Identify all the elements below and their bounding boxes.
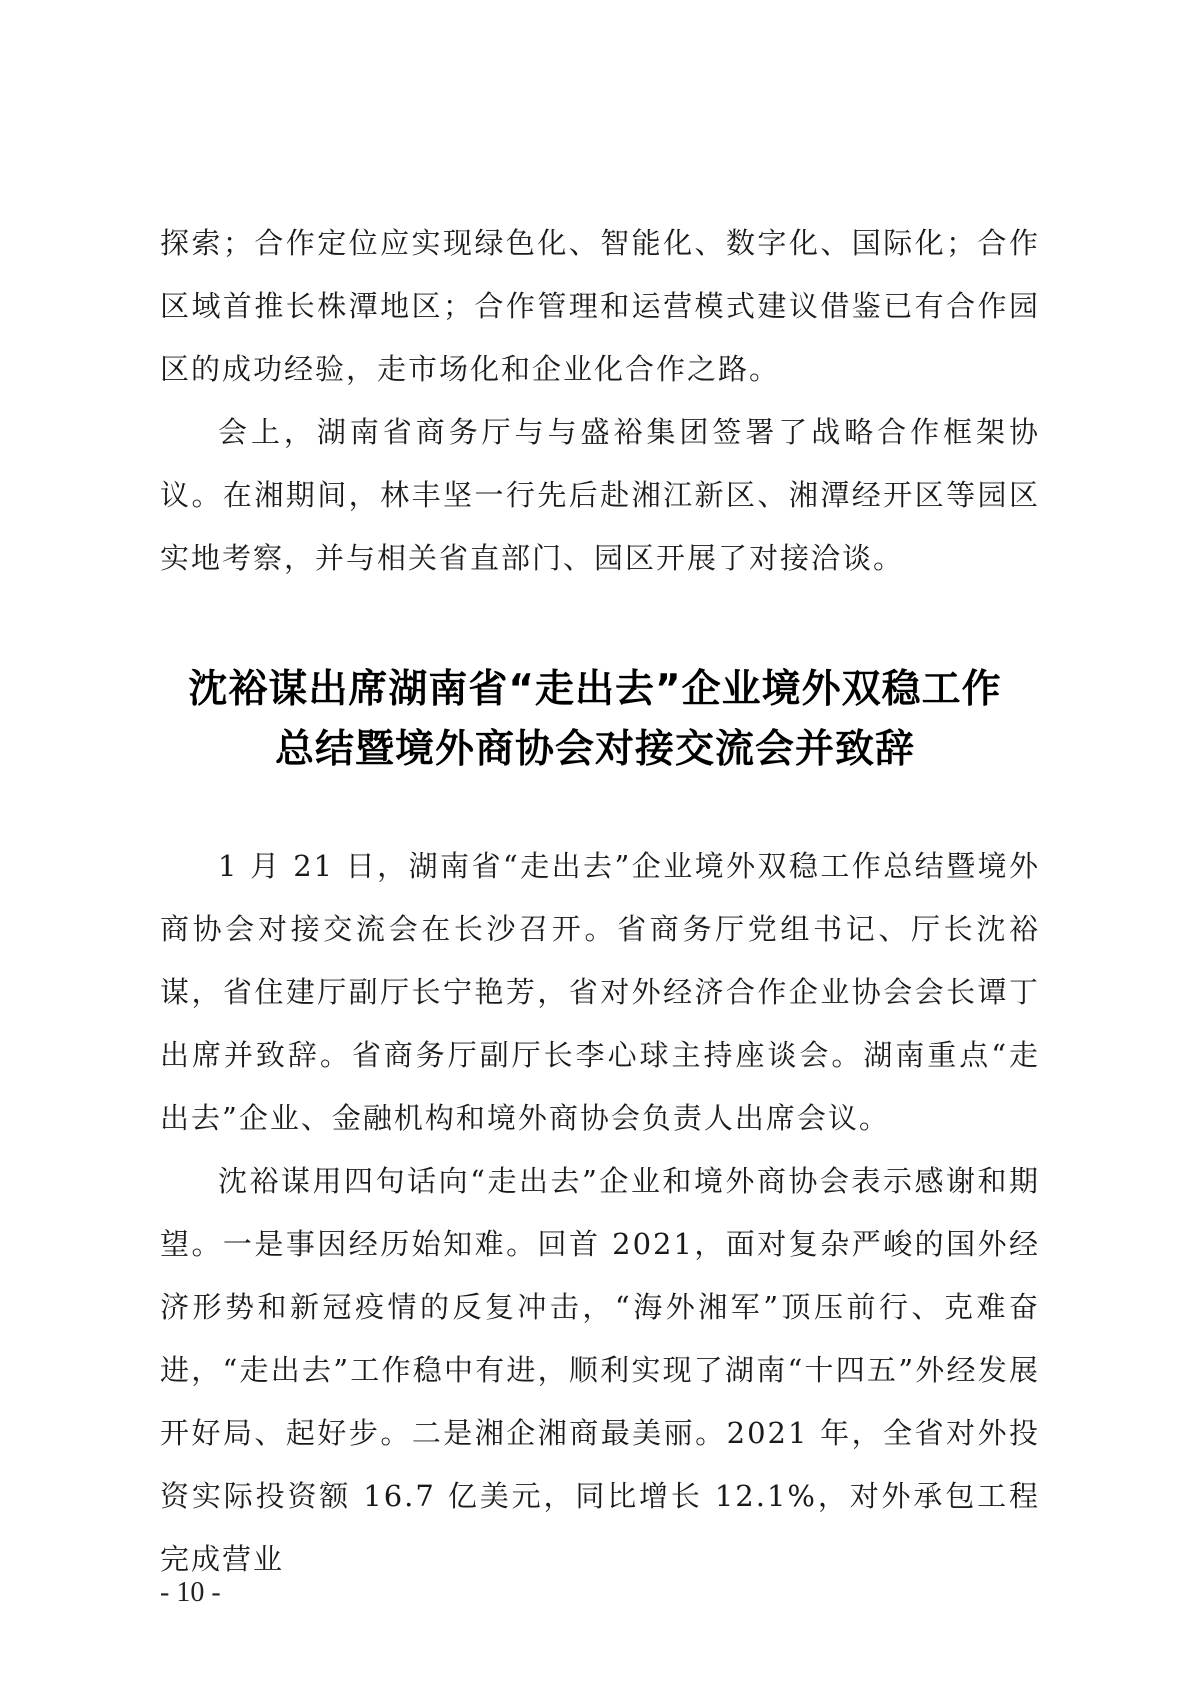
- article-body: [160, 835, 1040, 1591]
- page-number: - 10 -: [160, 1577, 221, 1608]
- paragraph: 沈裕谋用四句话向“走出去”企业和境外商协会表示感谢和期望。一是事因经历始知难。回首 2021，面对复杂严峻的国外经济形势和新冠疫情的反复冲击，“海外湘军”顶压前行、克难奋进，“走出去”工作稳中有进，顺利实现了湖南“十四五”外经发展开好局、起好步。二是湘企湘商最美丽。2021 年，全省对外投资实际投资额 16.7 亿美元，同比增长 12.1%，对外承包工程完成营业: [160, 1164, 1040, 1576]
- paragraph: 会上，湖南省商务厅与与盛裕集团签署了战略合作框架协议。在湘期间，林丰坚一行先后赴湘江新区、湘潭经开区等园区实地考察，并与相关省直部门、园区开展了对接洽谈。: [160, 415, 1040, 575]
- article-title: [140, 660, 1050, 780]
- paragraph: 探索；合作定位应实现绿色化、智能化、数字化、国际化；合作区域首推长株潭地区；合作管理和运营模式建议借鉴已有合作园区的成功经验，走市场化和企业化合作之路。: [160, 226, 1040, 386]
- article-title-line-1: 沈裕谋出席湖南省“走出去”企业境外双稳工作: [188, 667, 1002, 712]
- continued-text-block: [160, 212, 1040, 590]
- paragraph: 1 月 21 日，湖南省“走出去”企业境外双稳工作总结暨境外商协会对接交流会在长沙召开。省商务厅党组书记、厅长沈裕谋，省住建厅副厅长宁艳芳，省对外经济合作企业协会会长谭丁出席并致辞。省商务厅副厅长李心球主持座谈会。湖南重点“走出去”企业、金融机构和境外商协会负责人出席会议。: [160, 849, 1040, 1135]
- article-title-line-2: 总结暨境外商协会对接交流会并致辞: [274, 727, 915, 772]
